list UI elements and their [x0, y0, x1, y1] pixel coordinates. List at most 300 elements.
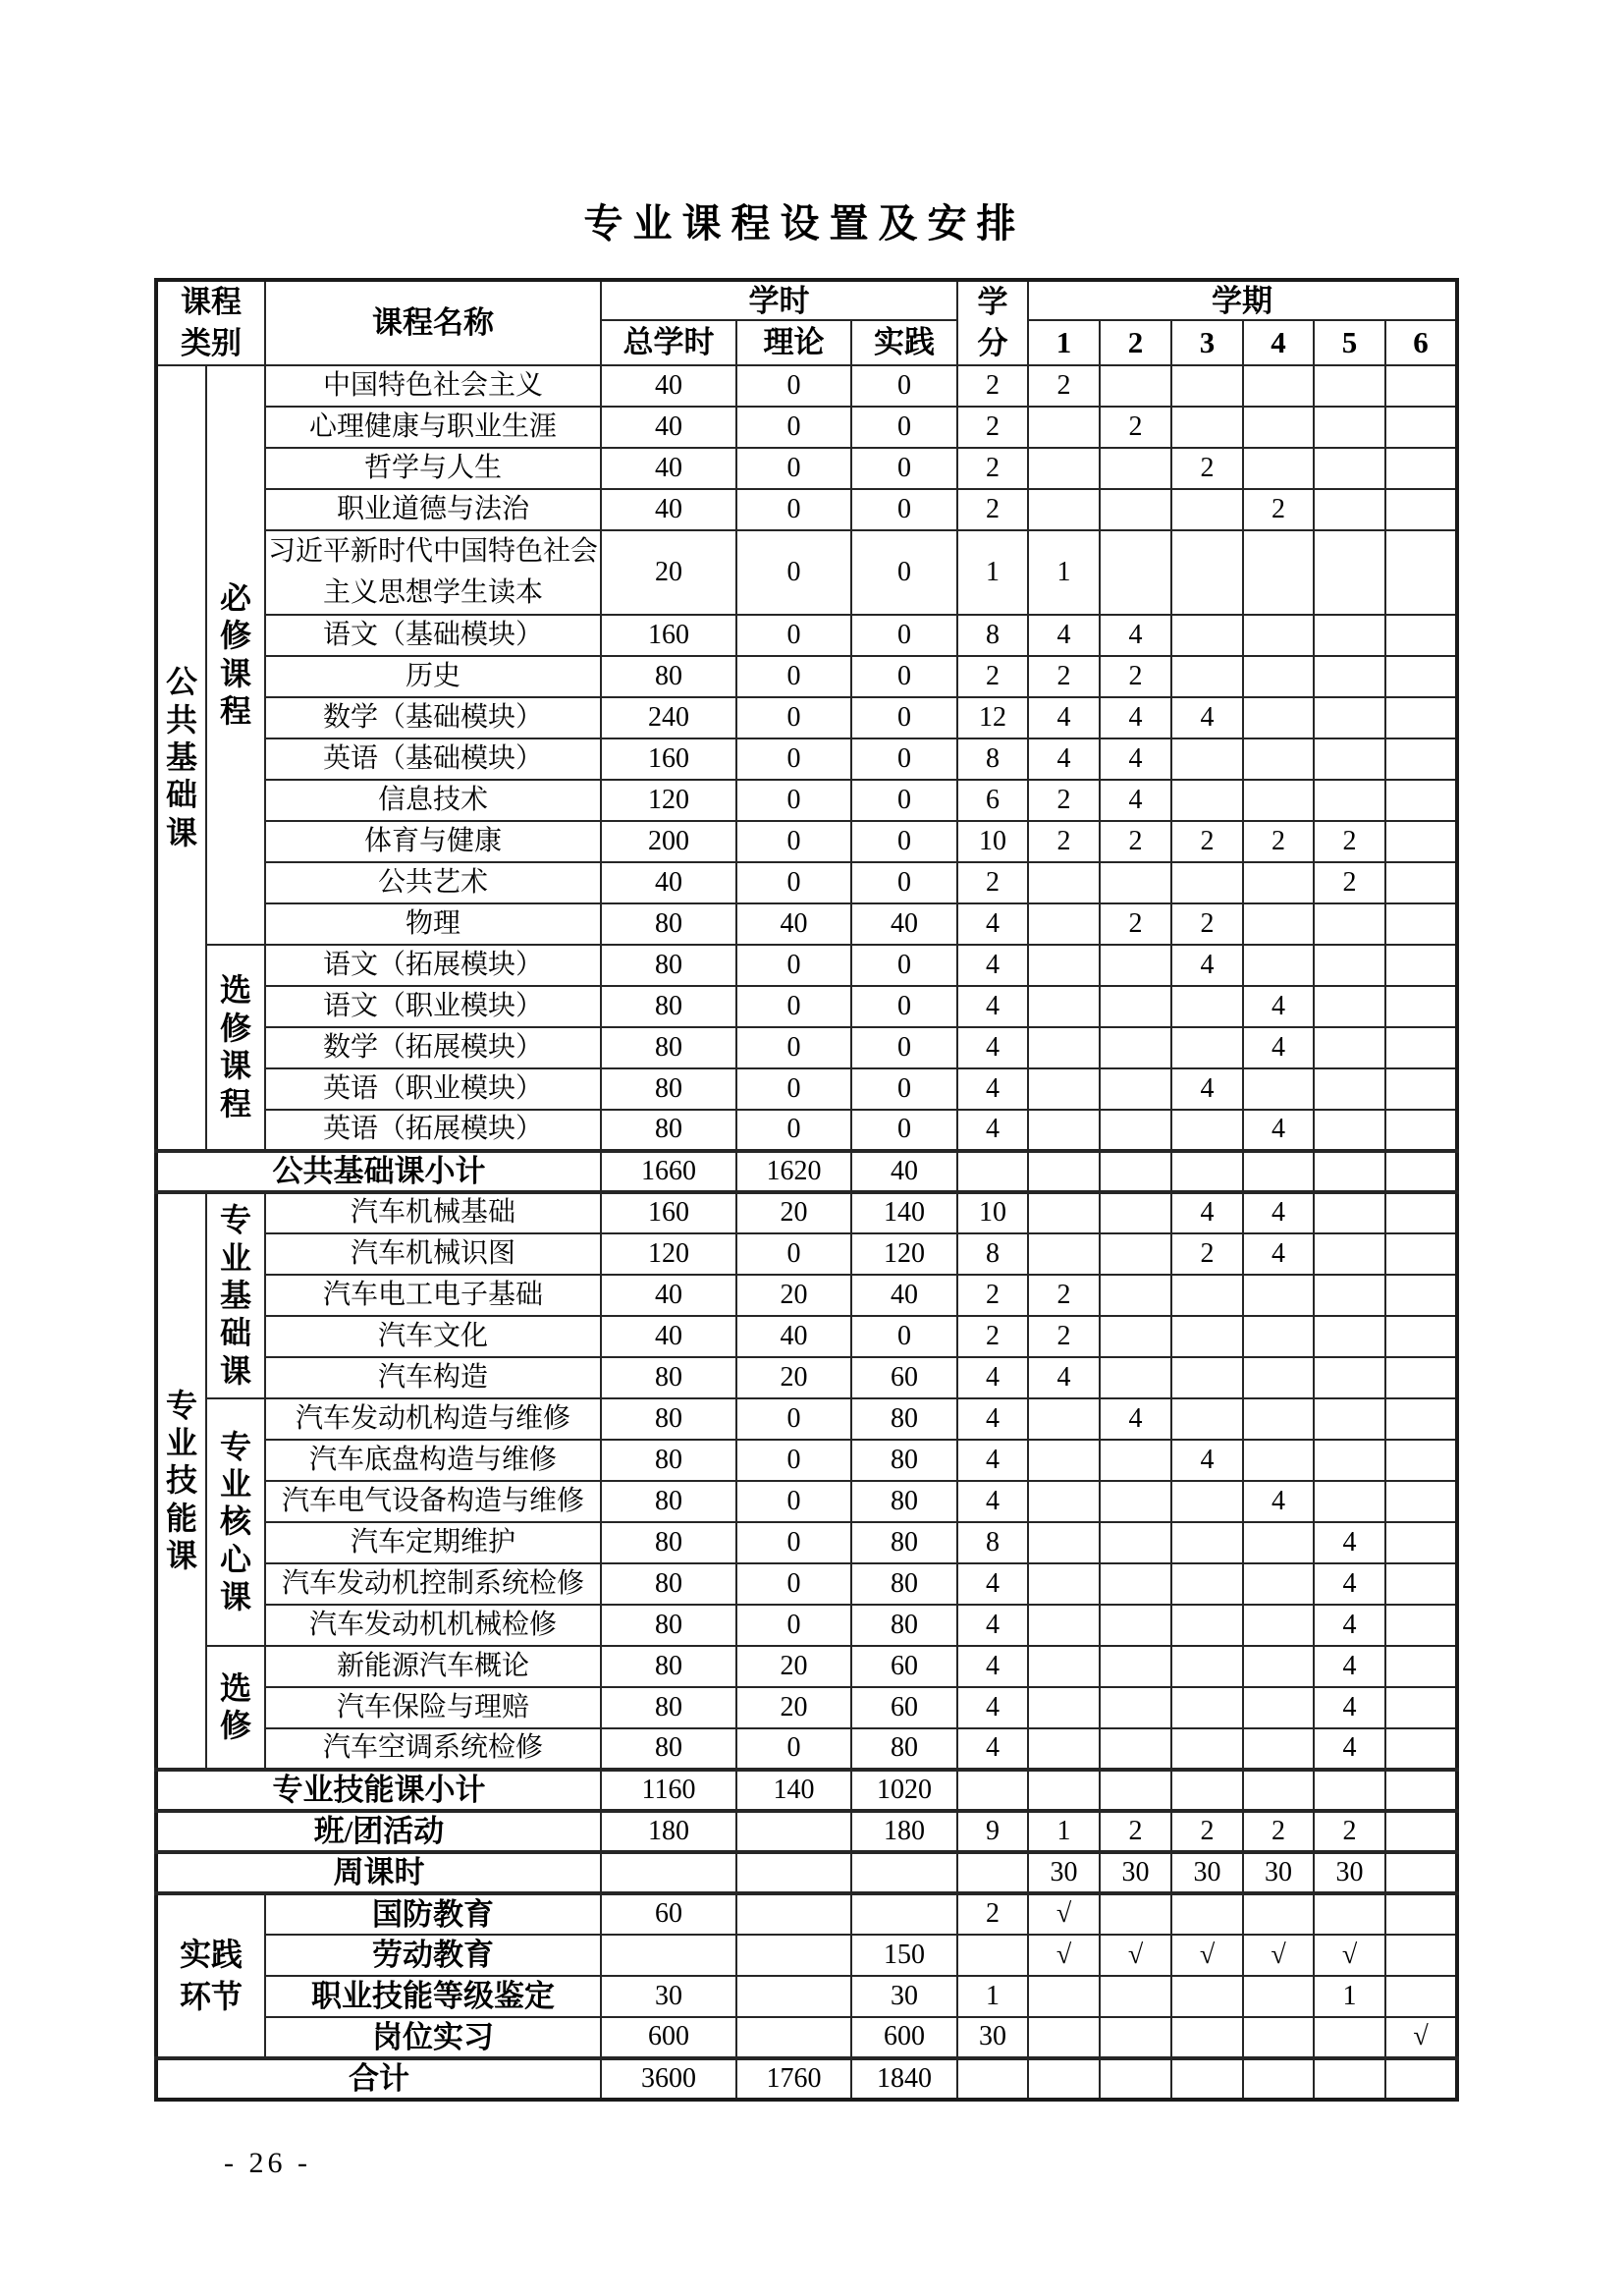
cell-practice-hours: 0 [851, 862, 957, 903]
cell-credit: 4 [957, 1440, 1028, 1481]
cell-sem-3 [1171, 1522, 1243, 1563]
cell-credit [957, 1770, 1028, 1811]
vertical-label: 选 修 [220, 1669, 252, 1744]
table-row [156, 1522, 1457, 1563]
cell-sem-5 [1314, 489, 1385, 530]
cell-course-name: 英语（基础模块） [265, 738, 601, 780]
cell-sem-2 [1100, 1563, 1171, 1605]
cell-sem-4 [1243, 656, 1314, 697]
cell-sem-6 [1385, 365, 1457, 407]
cell-sem-1 [1028, 1151, 1100, 1192]
cell-total-hours: 160 [601, 615, 736, 656]
cell-theory-hours: 20 [736, 1275, 851, 1316]
category-inner-cell [206, 365, 265, 945]
cell-theory-hours: 0 [736, 1233, 851, 1275]
category-outer-label: 实践环节 [180, 1936, 243, 2014]
cell-sem-5 [1314, 2017, 1385, 2058]
cell-total-hours: 80 [601, 1027, 736, 1068]
cell-total-hours: 40 [601, 862, 736, 903]
page-title: 专业课程设置及安排 [583, 201, 1026, 246]
cell-sem-3 [1171, 1770, 1243, 1811]
header-sem-4: 4 [1243, 320, 1314, 364]
cell-sem-5 [1314, 1110, 1385, 1151]
cell-theory-hours [736, 1811, 851, 1852]
cell-total-hours [601, 1935, 736, 1976]
table-row [156, 1440, 1457, 1481]
table-row [156, 1728, 1457, 1770]
cell-practice-hours: 0 [851, 448, 957, 489]
cell-sem-3 [1171, 530, 1243, 615]
cell-sem-1: √ [1028, 1935, 1100, 1976]
cell-sem-2 [1100, 448, 1171, 489]
cell-credit: 4 [957, 945, 1028, 986]
cell-sem-2 [1100, 1275, 1171, 1316]
cell-total-hours: 40 [601, 448, 736, 489]
cell-sem-5 [1314, 1893, 1385, 1935]
cell-sem-5: 4 [1314, 1646, 1385, 1687]
cell-credit: 4 [957, 1398, 1028, 1440]
table-row [156, 1275, 1457, 1316]
cell-sem-5 [1314, 1316, 1385, 1357]
header-semester: 学期 [1028, 280, 1457, 320]
cell-sem-4 [1243, 1068, 1314, 1110]
cell-sem-2: 2 [1100, 407, 1171, 448]
cell-practice-hours: 60 [851, 1646, 957, 1687]
cell-course-name: 汽车空调系统检修 [265, 1728, 601, 1770]
cell-theory-hours: 0 [736, 780, 851, 821]
cell-theory-hours: 0 [736, 697, 851, 738]
cell-sem-6 [1385, 1770, 1457, 1811]
cell-sem-3: 2 [1171, 903, 1243, 945]
cell-sem-3 [1171, 1357, 1243, 1398]
cell-sem-6 [1385, 1440, 1457, 1481]
cell-credit: 9 [957, 1811, 1028, 1852]
cell-total-hours: 1660 [601, 1151, 736, 1192]
cell-total-hours: 240 [601, 697, 736, 738]
cell-sem-3: √ [1171, 1935, 1243, 1976]
cell-sem-3 [1171, 615, 1243, 656]
cell-sem-1 [1028, 1770, 1100, 1811]
cell-theory-hours: 0 [736, 862, 851, 903]
cell-theory-hours: 1760 [736, 2058, 851, 2100]
cell-sem-4: 4 [1243, 1233, 1314, 1275]
cell-sem-5: 2 [1314, 1811, 1385, 1852]
cell-practice-hours: 0 [851, 656, 957, 697]
cell-theory-hours: 0 [736, 1481, 851, 1522]
cell-sem-6 [1385, 738, 1457, 780]
cell-theory-hours: 40 [736, 1316, 851, 1357]
cell-sem-1 [1028, 1398, 1100, 1440]
cell-practice-hours: 1840 [851, 2058, 957, 2100]
table-row [156, 1398, 1457, 1440]
table-row [156, 1605, 1457, 1646]
cell-sem-3 [1171, 1481, 1243, 1522]
cell-sem-6 [1385, 1027, 1457, 1068]
cell-total-hours: 80 [601, 903, 736, 945]
header-course-name: 课程名称 [265, 280, 601, 365]
cell-theory-hours: 0 [736, 448, 851, 489]
cell-sem-3: 4 [1171, 697, 1243, 738]
cell-sem-6 [1385, 1728, 1457, 1770]
cell-sem-6 [1385, 780, 1457, 821]
cell-sem-1 [1028, 1605, 1100, 1646]
cell-sem-6 [1385, 1398, 1457, 1440]
cell-course-name: 历史 [265, 656, 601, 697]
cell-sem-6 [1385, 1811, 1457, 1852]
cell-sem-1 [1028, 945, 1100, 986]
cell-sem-3 [1171, 365, 1243, 407]
cell-sem-1 [1028, 1728, 1100, 1770]
cell-practice-hours: 0 [851, 1316, 957, 1357]
cell-practice-hours: 0 [851, 365, 957, 407]
cell-sem-5: 2 [1314, 862, 1385, 903]
cell-sem-2: 2 [1100, 821, 1171, 862]
table-row [156, 821, 1457, 862]
header-hours: 学时 [601, 280, 957, 320]
cell-sem-5 [1314, 530, 1385, 615]
header-practice-hours: 实践 [851, 320, 957, 364]
cell-course-name: 汽车保险与理赔 [265, 1687, 601, 1728]
cell-total-hours: 80 [601, 1646, 736, 1687]
cell-theory-hours: 0 [736, 1068, 851, 1110]
cell-sem-5: 30 [1314, 1852, 1385, 1893]
cell-theory-hours: 40 [736, 903, 851, 945]
table-row [156, 1068, 1457, 1110]
cell-sem-3 [1171, 656, 1243, 697]
table-body [156, 365, 1457, 2100]
cell-credit: 2 [957, 656, 1028, 697]
cell-sem-3: 4 [1171, 1440, 1243, 1481]
cell-course-name: 汽车电气设备构造与维修 [265, 1481, 601, 1522]
cell-sem-6 [1385, 1068, 1457, 1110]
cell-course-name: 汽车定期维护 [265, 1522, 601, 1563]
category-outer-cell [156, 365, 206, 1151]
cell-theory-hours: 0 [736, 1110, 851, 1151]
cell-total-hours: 20 [601, 530, 736, 615]
cell-sem-2: 30 [1100, 1852, 1171, 1893]
cell-sem-1 [1028, 407, 1100, 448]
cell-practice-hours: 0 [851, 1068, 957, 1110]
cell-practice-hours: 0 [851, 1027, 957, 1068]
cell-credit: 2 [957, 448, 1028, 489]
cell-sem-2 [1100, 1110, 1171, 1151]
cell-total-hours: 40 [601, 407, 736, 448]
cell-sem-1: √ [1028, 1893, 1100, 1935]
cell-sem-3: 2 [1171, 821, 1243, 862]
cell-credit [957, 1935, 1028, 1976]
cell-practice-hours: 60 [851, 1357, 957, 1398]
cell-sem-6 [1385, 1110, 1457, 1151]
cell-theory-hours: 0 [736, 1563, 851, 1605]
cell-credit: 6 [957, 780, 1028, 821]
cell-credit: 4 [957, 1481, 1028, 1522]
vertical-label: 公 共 基 础 课 [165, 664, 197, 850]
cell-theory-hours: 140 [736, 1770, 851, 1811]
vertical-label: 必 修 课 程 [220, 579, 252, 730]
cell-course-name: 心理健康与职业生涯 [265, 407, 601, 448]
cell-sem-5 [1314, 1357, 1385, 1398]
cell-sem-5 [1314, 738, 1385, 780]
cell-sem-6 [1385, 615, 1457, 656]
cell-total-hours: 80 [601, 1563, 736, 1605]
cell-theory-hours: 0 [736, 365, 851, 407]
cell-sem-2 [1100, 1728, 1171, 1770]
cell-sem-6 [1385, 1316, 1457, 1357]
cell-sem-2 [1100, 1770, 1171, 1811]
cell-sem-6 [1385, 489, 1457, 530]
cell-theory-hours: 0 [736, 1440, 851, 1481]
cell-sem-3 [1171, 1728, 1243, 1770]
cell-course-name: 劳动教育 [265, 1935, 601, 1976]
cell-sem-2 [1100, 1151, 1171, 1192]
table-row [156, 1481, 1457, 1522]
cell-total-hours: 200 [601, 821, 736, 862]
cell-credit: 2 [957, 407, 1028, 448]
cell-sem-3: 2 [1171, 1811, 1243, 1852]
cell-sem-2 [1100, 530, 1171, 615]
cell-sem-3 [1171, 1646, 1243, 1687]
cell-credit: 2 [957, 365, 1028, 407]
cell-theory-hours: 20 [736, 1192, 851, 1233]
cell-sem-4 [1243, 1976, 1314, 2017]
cell-sem-2 [1100, 489, 1171, 530]
cell-sem-1 [1028, 1068, 1100, 1110]
table-row [156, 1976, 1457, 2017]
cell-sem-1: 2 [1028, 780, 1100, 821]
cell-sem-4 [1243, 1563, 1314, 1605]
cell-total-hours: 180 [601, 1811, 736, 1852]
cell-sem-5 [1314, 1398, 1385, 1440]
cell-sem-6 [1385, 1481, 1457, 1522]
cell-total-hours: 80 [601, 1068, 736, 1110]
table-row [156, 530, 1457, 615]
cell-sem-4: 4 [1243, 1481, 1314, 1522]
cell-total-hours: 60 [601, 1893, 736, 1935]
table-row [156, 697, 1457, 738]
header-sem-2: 2 [1100, 320, 1171, 364]
cell-sem-2 [1100, 2017, 1171, 2058]
table-row [156, 1770, 1457, 1811]
cell-sem-6 [1385, 1646, 1457, 1687]
cell-total-hours: 80 [601, 1440, 736, 1481]
header-category-label: 课程类别 [181, 285, 242, 360]
cell-sem-1 [1028, 862, 1100, 903]
cell-sem-6 [1385, 821, 1457, 862]
cell-credit: 4 [957, 1646, 1028, 1687]
cell-sem-4 [1243, 945, 1314, 986]
table-header [156, 280, 1457, 365]
cell-total-hours: 40 [601, 1275, 736, 1316]
cell-sem-1 [1028, 1440, 1100, 1481]
cell-sem-5 [1314, 1151, 1385, 1192]
cell-sem-5 [1314, 2058, 1385, 2100]
cell-total-hours: 40 [601, 1316, 736, 1357]
cell-sem-2 [1100, 1522, 1171, 1563]
cell-sem-6 [1385, 1233, 1457, 1275]
cell-total-hours: 40 [601, 489, 736, 530]
header-category [156, 280, 265, 365]
cell-sem-3 [1171, 1605, 1243, 1646]
cell-sem-4 [1243, 903, 1314, 945]
cell-sem-6 [1385, 407, 1457, 448]
cell-sem-1 [1028, 1646, 1100, 1687]
cell-sem-6 [1385, 448, 1457, 489]
cell-sem-4: 4 [1243, 1027, 1314, 1068]
cell-sem-3: 4 [1171, 1068, 1243, 1110]
cell-practice-hours: 0 [851, 489, 957, 530]
cell-sem-6 [1385, 656, 1457, 697]
cell-sem-5: √ [1314, 1935, 1385, 1976]
cell-total-hours: 160 [601, 738, 736, 780]
cell-sem-4 [1243, 1605, 1314, 1646]
cell-total-hours: 80 [601, 1481, 736, 1522]
cell-course-name: 公共艺术 [265, 862, 601, 903]
cell-course-name: 物理 [265, 903, 601, 945]
cell-theory-hours: 0 [736, 1398, 851, 1440]
cell-credit: 4 [957, 1728, 1028, 1770]
cell-sem-4 [1243, 1398, 1314, 1440]
cell-sem-3 [1171, 862, 1243, 903]
cell-course-name: 汽车底盘构造与维修 [265, 1440, 601, 1481]
cell-sem-3: 4 [1171, 1192, 1243, 1233]
cell-sem-5 [1314, 407, 1385, 448]
cell-sem-2: 4 [1100, 738, 1171, 780]
table-row [156, 945, 1457, 986]
cell-sem-1 [1028, 1192, 1100, 1233]
cell-practice-hours: 140 [851, 1192, 957, 1233]
cell-theory-hours: 0 [736, 1027, 851, 1068]
cell-practice-hours [851, 1893, 957, 1935]
cell-sem-5 [1314, 1192, 1385, 1233]
cell-sem-5: 4 [1314, 1522, 1385, 1563]
cell-sem-4 [1243, 365, 1314, 407]
cell-sem-4 [1243, 780, 1314, 821]
cell-sem-1: 30 [1028, 1852, 1100, 1893]
cell-sem-6 [1385, 945, 1457, 986]
cell-sem-4 [1243, 1770, 1314, 1811]
cell-sem-5: 4 [1314, 1563, 1385, 1605]
cell-total-hours: 80 [601, 1110, 736, 1151]
cell-sem-4: 4 [1243, 1110, 1314, 1151]
cell-sem-6 [1385, 1151, 1457, 1192]
table-row [156, 1852, 1457, 1893]
cell-sem-4 [1243, 615, 1314, 656]
cell-total-hours: 80 [601, 1522, 736, 1563]
cell-sem-2 [1100, 1192, 1171, 1233]
table-row [156, 1893, 1457, 1935]
cell-sem-4 [1243, 1275, 1314, 1316]
cell-sem-1 [1028, 1233, 1100, 1275]
cell-sem-4 [1243, 1893, 1314, 1935]
cell-sem-6 [1385, 1852, 1457, 1893]
cell-theory-hours: 0 [736, 489, 851, 530]
table-row [156, 1935, 1457, 1976]
cell-course-name: 专业技能课小计 [156, 1770, 601, 1811]
cell-practice-hours: 600 [851, 2017, 957, 2058]
cell-sem-4: 2 [1243, 489, 1314, 530]
table-row [156, 2017, 1457, 2058]
cell-course-name: 语文（基础模块） [265, 615, 601, 656]
cell-course-name: 国防教育 [265, 1893, 601, 1935]
cell-sem-6 [1385, 1275, 1457, 1316]
cell-sem-3: 30 [1171, 1852, 1243, 1893]
cell-sem-3 [1171, 1976, 1243, 2017]
cell-credit [957, 1852, 1028, 1893]
cell-total-hours: 3600 [601, 2058, 736, 2100]
cell-sem-4 [1243, 1440, 1314, 1481]
cell-sem-2 [1100, 1068, 1171, 1110]
cell-course-name: 哲学与人生 [265, 448, 601, 489]
cell-sem-2 [1100, 1605, 1171, 1646]
table-row [156, 780, 1457, 821]
cell-sem-4: √ [1243, 1935, 1314, 1976]
cell-credit: 4 [957, 903, 1028, 945]
cell-sem-5 [1314, 1770, 1385, 1811]
cell-practice-hours: 40 [851, 1275, 957, 1316]
cell-sem-5: 4 [1314, 1605, 1385, 1646]
cell-credit: 1 [957, 530, 1028, 615]
cell-course-name: 汽车发动机控制系统检修 [265, 1563, 601, 1605]
cell-sem-6 [1385, 697, 1457, 738]
vertical-label: 专 业 技 能 课 [165, 1387, 197, 1574]
cell-sem-6 [1385, 2058, 1457, 2100]
cell-credit: 4 [957, 1110, 1028, 1151]
cell-sem-5 [1314, 1233, 1385, 1275]
cell-sem-5: 4 [1314, 1687, 1385, 1728]
cell-practice-hours: 80 [851, 1563, 957, 1605]
cell-sem-3 [1171, 780, 1243, 821]
cell-theory-hours: 0 [736, 738, 851, 780]
cell-total-hours: 80 [601, 656, 736, 697]
cell-practice-hours: 30 [851, 1976, 957, 2017]
cell-sem-6 [1385, 1976, 1457, 2017]
table-row [156, 656, 1457, 697]
cell-theory-hours: 20 [736, 1357, 851, 1398]
cell-theory-hours: 0 [736, 615, 851, 656]
cell-total-hours: 600 [601, 2017, 736, 2058]
cell-sem-1: 4 [1028, 1357, 1100, 1398]
cell-total-hours: 80 [601, 986, 736, 1027]
cell-sem-4 [1243, 1687, 1314, 1728]
cell-sem-1 [1028, 1563, 1100, 1605]
cell-sem-1: 4 [1028, 615, 1100, 656]
header-theory-hours: 理论 [736, 320, 851, 364]
cell-sem-2 [1100, 2058, 1171, 2100]
cell-sem-6 [1385, 1522, 1457, 1563]
header-credit [957, 280, 1028, 365]
cell-sem-3 [1171, 1893, 1243, 1935]
cell-sem-5 [1314, 1481, 1385, 1522]
table-row [156, 903, 1457, 945]
cell-theory-hours: 0 [736, 1522, 851, 1563]
cell-sem-1: 4 [1028, 697, 1100, 738]
category-inner-cell [206, 1646, 265, 1770]
cell-total-hours: 80 [601, 1728, 736, 1770]
cell-total-hours: 80 [601, 1605, 736, 1646]
cell-sem-2: 2 [1100, 903, 1171, 945]
cell-credit: 4 [957, 986, 1028, 1027]
table-row [156, 986, 1457, 1027]
cell-sem-2 [1100, 862, 1171, 903]
cell-sem-5 [1314, 780, 1385, 821]
cell-sem-6 [1385, 1893, 1457, 1935]
cell-total-hours: 40 [601, 365, 736, 407]
cell-sem-6 [1385, 1687, 1457, 1728]
cell-sem-2 [1100, 1357, 1171, 1398]
category-outer-cell [156, 1192, 206, 1770]
cell-sem-4 [1243, 1522, 1314, 1563]
cell-practice-hours: 1020 [851, 1770, 957, 1811]
